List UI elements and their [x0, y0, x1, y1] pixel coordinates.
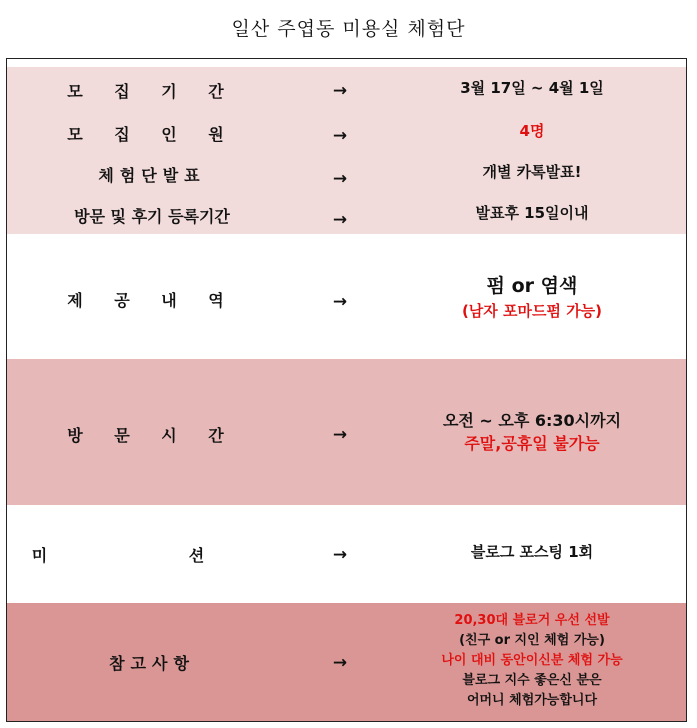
- info-table: [6, 58, 687, 722]
- note-line: 20,30대 블로거 우선 선발: [454, 613, 610, 628]
- row-value: 발표후 15일이내: [475, 204, 589, 222]
- row-value: 4명: [519, 122, 545, 140]
- arrow-icon: →: [332, 81, 348, 101]
- arrow-icon: →: [332, 169, 348, 189]
- row-note: (남자 포마드펌 가능): [461, 302, 603, 320]
- arrow-icon: →: [332, 292, 348, 312]
- row-value: 3월 17일 ~ 4월 1일: [460, 79, 604, 97]
- row-label: 모 집 기 간: [67, 82, 237, 101]
- arrow-icon: →: [332, 126, 348, 146]
- row-value: 블로그 포스팅 1회: [470, 543, 594, 561]
- arrow-icon: →: [332, 545, 348, 565]
- row-label: 참고사항: [109, 654, 195, 673]
- note-line: 어머니 체험가능합니다: [466, 693, 598, 708]
- row-value: 펌 or 염색: [486, 275, 578, 297]
- note-line: 블로그 지수 좋은신 분은: [462, 673, 602, 688]
- row-label: 모 집 인 원: [67, 125, 237, 144]
- row-label: 체험단발표: [98, 166, 206, 185]
- note-line: 나이 대비 동안이신분 체험 가능: [441, 653, 623, 668]
- row-value: 개별 카톡발표!: [482, 163, 582, 181]
- row-label: 방 문 시 간: [67, 426, 237, 445]
- row-label: 미 션: [31, 546, 273, 565]
- note-line: (친구 or 지인 체험 가능): [459, 633, 605, 648]
- row-value: 오전 ~ 오후 6:30시까지: [442, 411, 622, 430]
- page-title: 일산 주엽동 미용실 체험단: [231, 18, 466, 40]
- arrow-icon: →: [332, 653, 348, 673]
- row-note: 주말,공휴일 불가능: [464, 434, 600, 453]
- row-label: 제 공 내 역: [67, 291, 237, 310]
- arrow-icon: →: [332, 210, 348, 230]
- arrow-icon: →: [332, 425, 348, 445]
- row-label: 방문 및 후기 등록기간: [74, 207, 230, 226]
